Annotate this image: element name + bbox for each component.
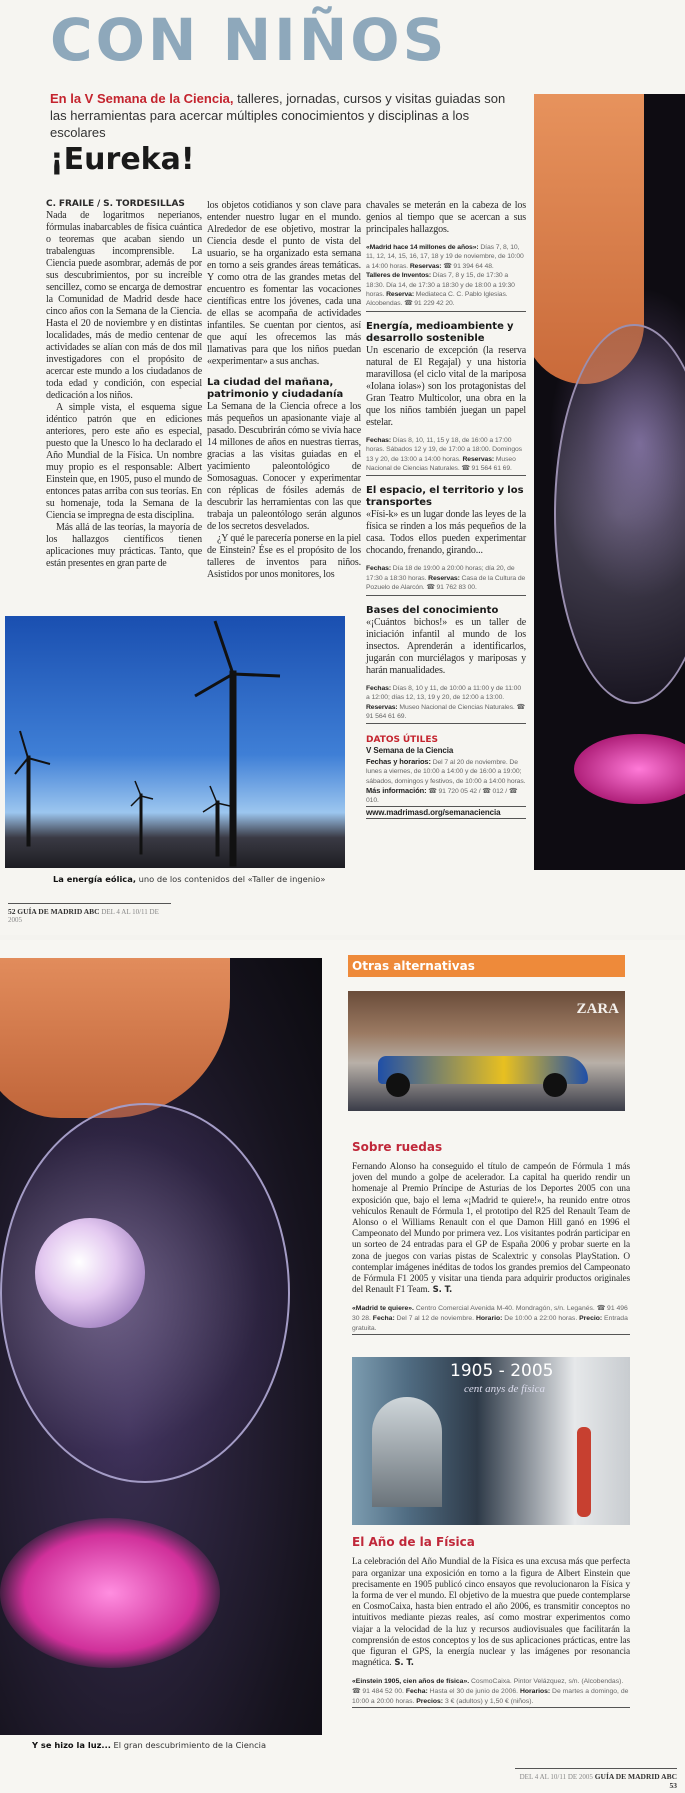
photo-caption: Y se hizo la luz... El gran descubrimiento de la Ciencia — [32, 1740, 267, 1750]
paragraph: Un escenario de excepción (la reserva natural de El Regajal) y una historia maravillosa (el ciclo vital de la mariposa «Iolana iolas») son los protagonistas del Gran Teatro Multicolor, una obra en la que los niños también juegan un papel estelar. — [366, 344, 526, 428]
datos-heading: DATOS ÚTILES — [366, 735, 439, 746]
info-box: Fechas: Día 18 de 19:00 a 20:00 horas; día 20, de 17:30 a 18:30 horas. Reservas: Casa de la Cultura de Pozuelo de Alarcón. ☎ 91 762 83 00. — [366, 564, 526, 595]
paragraph: Nada de logaritmos neperianos, fórmulas inabarcables de física cuántica o teoremas que acaban siendo un trabalenguas incomprensible. La Ciencia puede asombrar, además de por sus descubrimientos, por su increíble sencillez, como se encarga de demostrar la Comunidad de Madrid desde hace cinco años con la Semana de la Ciencia. Hasta el 20 de noviembre y en distintas localidades, más de medio centenar de actividades se alían con más de dos mil investigadores con el propósito de acercar este mundo a los ciudadanos de toda edad y condición, con especial dedicación a los niños. — [46, 210, 202, 401]
subheading: Bases del conocimiento — [366, 604, 499, 616]
column-2 — [207, 200, 361, 581]
paragraph: «Físi-k» es un lugar donde las leyes de la física se rinden a los más pequeños de la casa. Todos ellos pueden experimentar chocando, frenando, girando... — [366, 509, 526, 557]
subheading: El espacio, el territorio y los transportes — [366, 485, 524, 509]
subheading: Energía, medioambiente y desarrollo sostenible — [366, 320, 514, 344]
paragraph: chavales se meterán en la cabeza de los genios al tiempo que se acercan a sus principales hallazgos. — [366, 200, 526, 235]
info-box: Fechas: Días 8, 10 y 11, de 10:00 a 11:00 y de 11:00 a 12:00; días 12, 13, 19 y 20, de 12:00 a 13:00. Reservas: Museo Nacional de Ciencias Naturales. ☎ 91 564 61 69. — [366, 684, 526, 725]
section-heading: Sobre ruedas — [352, 1140, 443, 1154]
info-box: Fechas: Días 8, 10, 11, 15 y 18, de 16:00 a 17:00 horas. Sábados 12 y 19, de 17:00 a 18:00. Domingos 13 y 20, de 13:00 a 14:00 horas. Reservas: Museo Nacional de Ciencias Naturales. ☎ 91 564 61 69. — [366, 436, 526, 477]
info-box: «Madrid hace 14 millones de años»: Días 7, 8, 10, 11, 12, 14, 15, 16, 17, 18 y 19 de noviembre, de 10:00 a 14:00 horas. Reservas: ☎ 91 394 64 48. Talleres de Inventos: Días 7, 8 y 15, de 17:30 a 18:30. Día 14, de 17:30 a 18:30 y de 18:00 a 19:30 horas. Reserva: Mediateca C. C. Pablo Iglesias. Alcobendas. ☎ 91 229 42 20. — [366, 243, 526, 312]
info-box: «Einstein 1905, cien años de física». CosmoCaixa. Pintor Velázquez, s/n. (Alcobendas). ☎ 91 484 52 00. Fecha: Hasta el 30 de junio de 2006. Horarios: De martes a domingo, de 10:00 a 20:00 horas. Precios: 3 € (adultos) y 1,50 € (niños). — [352, 1677, 630, 1708]
deck-lead: En la V Semana de la Ciencia, — [50, 91, 234, 106]
info-box: «Madrid te quiere». Centro Comercial Avenida M-40. Mondragón, s/n. Leganés. ☎ 91 496 30 28. Fecha: Del 7 al 12 de noviembre. Horario: De 10:00 a 22:00 horas. Precio: Entrada gratuita. — [352, 1304, 630, 1335]
section-banner: Otras alternativas — [348, 955, 625, 977]
paragraph: A simple vista, el esquema sigue idéntico patrón que en ediciones anteriores, pero este año es especial, puesto que la Unesco lo ha declarado el Año Mundial de la Física. Un nombre muy propio es el responsable: Albert Einstein que, en 1905, puso el mundo de entonces patas arriba con sus teorías. En su homenaje, toda la Semana de la Ciencia se impregna de esta disciplina. — [46, 402, 202, 521]
wind-turbines-photo — [5, 616, 345, 868]
plasma-ball-photo — [534, 94, 685, 870]
formula1-car-photo — [348, 991, 625, 1111]
paragraph: La Semana de la Ciencia ofrece a los más pequeños un apasionante viaje al pasado. Descubrirán cómo se vivía hace 14 millones de años en nuestras tierras, gracias a las visitas guiadas en el yacimiento paleontológico de Somosaguas. Conocer y experimentar con réplicas de fósiles además de descubrir las herramientas con las que trabaja un paleontólogo serán algunos de los secretos desvelados. — [207, 401, 361, 532]
byline: C. FRAILE / S. TORDESILLAS — [46, 199, 185, 209]
exhibit-subtitle: cent anys de física — [464, 1383, 545, 1396]
einstein-exhibit-photo — [352, 1357, 630, 1525]
page-footer: 52 GUÍA DE MADRID ABC DEL 4 AL 10/11 DE 2005 — [8, 903, 171, 924]
exhibit-years: 1905 - 2005 — [450, 1361, 554, 1382]
article-body: La celebración del Año Mundial de la Física es una excusa más que perfecta para organizar una exposición en torno a la figura de Albert Einstein que precisamente en 1905 publicó cinco ensayos que revolucionaron la Física y la forma de ver el mundo. El objetivo de la muestra que puede contemplarse en CosmoCaixa, hasta bien entrado el año 2006, es transmitir conceptos no intuitivos mediante piezas reales, así como mostrar experimentos como viajar a la velocidad de la luz y recursos audiovisuales que facilitarán la comprensión de estos conceptos y los de sus aplicaciones prácticas, entre las que figuran el GPS, la energía nuclear y las imágenes por resonancia magnética. S. T. — [352, 1557, 630, 1669]
paragraph: los objetos cotidianos y son clave para entender nuestro lugar en el mundo. Alrededor de ese objetivo, mostrar la Ciencia desde el punto de vista del usuario, se ha organizado esta semana en torno a seis grandes áreas temáticas. Y como otra de las grandes metas del encuentro es fomentar las vocaciones científicas entre los jóvenes, cada una de ellas se acompaña de actividades infantiles. Se cuentan por cientos, así que aquí les ofrecemos las más llamativas para que los niños puedan «experimentar» a sus anchas. — [207, 200, 361, 367]
plasma-ball-photo — [0, 958, 322, 1735]
page-footer: DEL 4 AL 10/11 DE 2005 GUÍA DE MADRID ABC 53 — [515, 1768, 677, 1790]
datos-box: V Semana de la Ciencia Fechas y horarios: Del 7 al 20 de noviembre. De lunes a viernes, de 10:00 a 14:00 y de 16:00 a 19:00; sábados, domingos y festivos, de 10:00 a 14:00 horas. Más información: ☎ 91 720 05 42 / ☎ 012 / ☎ 010. www.madrimasd.org/semanaciencia — [366, 746, 526, 817]
paragraph: «¡Cuántos bichos!» es un taller de iniciación infantil al mundo de los insectos. Aprenderán a identificarlos, jugarán con murciélagos y mariposas y harán manualidades. — [366, 616, 526, 676]
turbines-graphic — [5, 616, 345, 868]
photo-caption: La energía eólica, uno de los contenidos del «Taller de ingenio» — [53, 874, 326, 884]
paragraph: Más allá de las teorías, la mayoría de los hallazgos científicos tienen aplicaciones muy prácticas. Tanto, que están presentes en gran parte de — [46, 522, 202, 569]
headline: ¡Eureka! — [50, 142, 195, 177]
deck — [50, 90, 520, 141]
section-title: CON NIÑOS — [50, 6, 448, 74]
paragraph: ¿Y qué le parecería ponerse en la piel de Einstein? Ése es el propósito de los talleres de inventos para niños. Asistidos por unos monitores, los — [207, 533, 361, 580]
url-link[interactable]: www.madrimasd.org/semanaciencia — [366, 806, 526, 819]
store-sign: ZARA — [576, 1001, 619, 1017]
article-body: Fernando Alonso ha conseguido el título de campeón de Fórmula 1 más joven del mundo a golpe de acelerador. La capital ha querido rendir un homenaje al Premio Príncipe de Asturias de los Deportes 2005 con una exposición que, bajo el lema «¡Madrid te quiere!», ha reunido entre otros vehículos Renault de Fórmula 1, el prototipo del R25 del Renault Team de Alonso o el Williams Renault con el que Damon Hill ganó en 1996 el Campeonato del Mundo por primera vez. Los visitantes podrán participar en un sorteo de 24 entradas para el GP de España 2006 y probar suerte en la zona de juegos con varias pistas de Scalextric y consolas PlayStation. O contemplar imágenes inéditas de todos los grandes premios del Campeonato de Fórmula F1 2005 y visitar una tienda para adquirir productos originales del Renault F1 Team. S. T. — [352, 1162, 630, 1296]
page-53 — [0, 940, 685, 1793]
subheading: La ciudad del mañana, patrimonio y ciudadanía — [207, 377, 344, 400]
column-3 — [366, 200, 526, 821]
deck-rest: talleres, jornadas, cursos y visitas guiadas son las herramientas para acercar múltiples conocimientos y disciplinas a los escolares — [50, 91, 506, 140]
right-column — [352, 1140, 630, 1708]
column-1 — [46, 198, 202, 570]
section-heading: El Año de la Física — [352, 1535, 475, 1550]
